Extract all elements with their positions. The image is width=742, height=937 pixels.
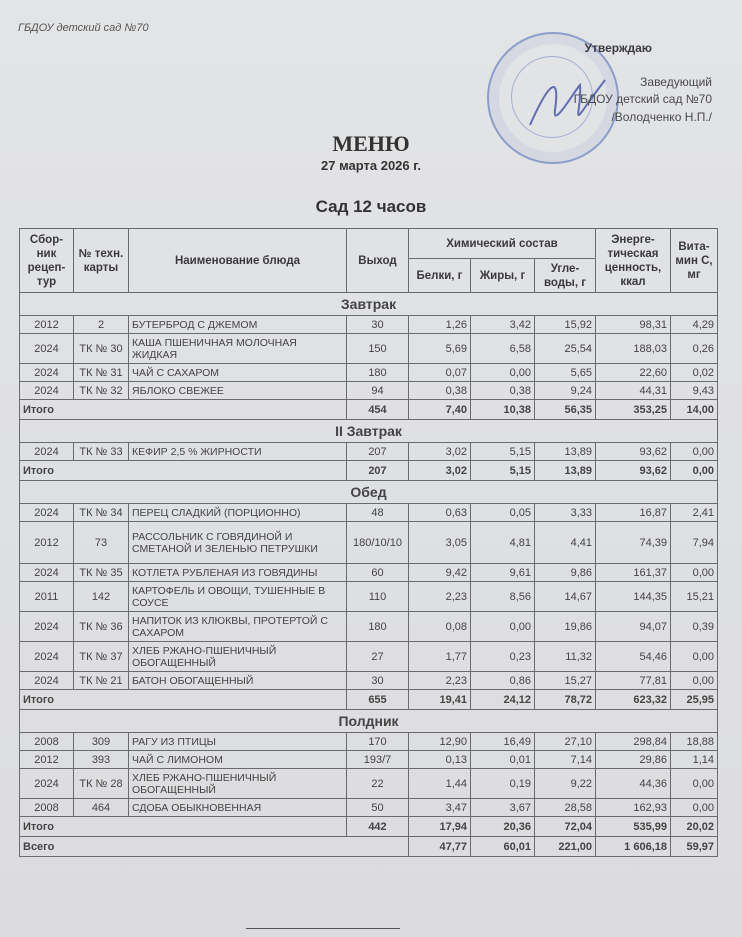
dish-name-cell: НАПИТОК ИЗ КЛЮКВЫ, ПРОТЕРТОЙ С САХАРОМ	[129, 612, 347, 642]
total-value: 14,00	[671, 400, 718, 420]
carbs-cell: 28,58	[535, 799, 596, 817]
tech-card-cell: ТК № 31	[74, 364, 129, 382]
tech-card-cell: ТК № 34	[74, 504, 129, 522]
collection-cell: 2024	[20, 443, 74, 461]
section-row	[20, 710, 718, 733]
carbs-cell: 4,41	[535, 522, 596, 564]
collection-cell: 2024	[20, 364, 74, 382]
total-row	[20, 690, 718, 710]
table-row	[20, 504, 718, 522]
dish-name-cell: БУТЕРБРОД С ДЖЕМОМ	[129, 316, 347, 334]
tech-card-cell: ТК № 21	[74, 672, 129, 690]
dish-name-cell: КАРТОФЕЛЬ И ОВОЩИ, ТУШЕННЫЕ В СОУСЕ	[129, 582, 347, 612]
vitamin-c-cell: 18,88	[671, 733, 718, 751]
collection-cell: 2011	[20, 582, 74, 612]
proteins-cell: 3,05	[409, 522, 471, 564]
approval-block	[574, 40, 712, 126]
output-cell: 180	[347, 364, 409, 382]
vitamin-c-cell: 9,43	[671, 382, 718, 400]
energy-cell: 94,07	[596, 612, 671, 642]
grand-total-value: 1 606,18	[596, 837, 671, 857]
dish-name-cell: КЕФИР 2,5 % ЖИРНОСТИ	[129, 443, 347, 461]
carbs-cell: 25,54	[535, 334, 596, 364]
tech-card-cell: 73	[74, 522, 129, 564]
energy-cell: 161,37	[596, 564, 671, 582]
output-cell: 207	[347, 443, 409, 461]
header-collection: Сбор-ник рецеп-тур	[20, 229, 74, 293]
proteins-cell: 1,77	[409, 642, 471, 672]
total-row	[20, 461, 718, 481]
total-value: 24,12	[471, 690, 535, 710]
fats-cell: 0,19	[471, 769, 535, 799]
proteins-cell: 1,44	[409, 769, 471, 799]
proteins-cell: 0,38	[409, 382, 471, 400]
fats-cell: 0,38	[471, 382, 535, 400]
grand-total-label: Всего	[20, 837, 409, 857]
vitamin-c-cell: 0,39	[671, 612, 718, 642]
signature-line	[246, 928, 400, 929]
carbs-cell: 5,65	[535, 364, 596, 382]
fats-cell: 3,42	[471, 316, 535, 334]
organization-name: ГБДОУ детский сад №70	[18, 22, 149, 34]
dish-name-cell: РАГУ ИЗ ПТИЦЫ	[129, 733, 347, 751]
total-value: 3,02	[409, 461, 471, 481]
table-row	[20, 364, 718, 382]
fats-cell: 16,49	[471, 733, 535, 751]
dish-name-cell: ХЛЕБ РЖАНО-ПШЕНИЧНЫЙ ОБОГАЩЕННЫЙ	[129, 769, 347, 799]
total-value: 78,72	[535, 690, 596, 710]
output-cell: 22	[347, 769, 409, 799]
collection-cell: 2024	[20, 334, 74, 364]
output-cell: 110	[347, 582, 409, 612]
output-cell: 193/7	[347, 751, 409, 769]
tech-card-cell: 2	[74, 316, 129, 334]
grand-total-value: 221,00	[535, 837, 596, 857]
dish-name-cell: БАТОН ОБОГАЩЕННЫЙ	[129, 672, 347, 690]
vitamin-c-cell: 0,00	[671, 799, 718, 817]
proteins-cell: 2,23	[409, 582, 471, 612]
carbs-cell: 14,67	[535, 582, 596, 612]
vitamin-c-cell: 1,14	[671, 751, 718, 769]
output-cell: 170	[347, 733, 409, 751]
fats-cell: 0,00	[471, 364, 535, 382]
energy-cell: 74,39	[596, 522, 671, 564]
total-value: 5,15	[471, 461, 535, 481]
carbs-cell: 13,89	[535, 443, 596, 461]
energy-cell: 22,60	[596, 364, 671, 382]
dish-name-cell: СДОБА ОБЫКНОВЕННАЯ	[129, 799, 347, 817]
carbs-cell: 9,86	[535, 564, 596, 582]
table-row	[20, 751, 718, 769]
output-cell: 27	[347, 642, 409, 672]
total-row	[20, 400, 718, 420]
tech-card-cell: ТК № 30	[74, 334, 129, 364]
table-row	[20, 316, 718, 334]
energy-cell: 144,35	[596, 582, 671, 612]
header-tech-card: № техн. карты	[74, 229, 129, 293]
dish-name-cell: КОТЛЕТА РУБЛЕНАЯ ИЗ ГОВЯДИНЫ	[129, 564, 347, 582]
vitamin-c-cell: 0,00	[671, 672, 718, 690]
total-row	[20, 817, 718, 837]
total-label: Итого	[20, 690, 347, 710]
dish-name-cell: ХЛЕБ РЖАНО-ПШЕНИЧНЫЙ ОБОГАЩЕННЫЙ	[129, 642, 347, 672]
collection-cell: 2012	[20, 316, 74, 334]
header-vitamin-c: Вита-мин С, мг	[671, 229, 718, 293]
energy-cell: 44,31	[596, 382, 671, 400]
total-value: 7,40	[409, 400, 471, 420]
table-row	[20, 582, 718, 612]
collection-cell: 2024	[20, 769, 74, 799]
dish-name-cell: КАША ПШЕНИЧНАЯ МОЛОЧНАЯ ЖИДКАЯ	[129, 334, 347, 364]
grand-total-value: 47,77	[409, 837, 471, 857]
total-value: 655	[347, 690, 409, 710]
carbs-cell: 3,33	[535, 504, 596, 522]
output-cell: 94	[347, 382, 409, 400]
total-value: 19,41	[409, 690, 471, 710]
output-cell: 30	[347, 316, 409, 334]
fats-cell: 8,56	[471, 582, 535, 612]
grand-total-value: 60,01	[471, 837, 535, 857]
carbs-cell: 11,32	[535, 642, 596, 672]
total-value: 20,02	[671, 817, 718, 837]
energy-cell: 77,81	[596, 672, 671, 690]
collection-cell: 2008	[20, 733, 74, 751]
total-value: 93,62	[596, 461, 671, 481]
total-value: 72,04	[535, 817, 596, 837]
vitamin-c-cell: 0,00	[671, 769, 718, 799]
proteins-cell: 0,13	[409, 751, 471, 769]
total-label: Итого	[20, 461, 347, 481]
carbs-cell: 7,14	[535, 751, 596, 769]
total-label: Итого	[20, 817, 347, 837]
collection-cell: 2024	[20, 642, 74, 672]
menu-body	[20, 293, 718, 857]
total-value: 623,32	[596, 690, 671, 710]
section-row	[20, 293, 718, 316]
collection-cell: 2008	[20, 799, 74, 817]
total-value: 442	[347, 817, 409, 837]
collection-cell: 2012	[20, 751, 74, 769]
total-value: 10,38	[471, 400, 535, 420]
fats-cell: 0,05	[471, 504, 535, 522]
carbs-cell: 19,86	[535, 612, 596, 642]
table-row	[20, 733, 718, 751]
energy-cell: 162,93	[596, 799, 671, 817]
vitamin-c-cell: 15,21	[671, 582, 718, 612]
carbs-cell: 27,10	[535, 733, 596, 751]
output-cell: 30	[347, 672, 409, 690]
table-row	[20, 612, 718, 642]
tech-card-cell: ТК № 32	[74, 382, 129, 400]
page-title: МЕНЮ	[332, 131, 410, 156]
proteins-cell: 3,02	[409, 443, 471, 461]
total-value: 0,00	[671, 461, 718, 481]
approval-heading: Утверждаю	[584, 41, 652, 55]
energy-cell: 44,36	[596, 769, 671, 799]
carbs-cell: 9,24	[535, 382, 596, 400]
fats-cell: 9,61	[471, 564, 535, 582]
grand-total-row	[20, 837, 718, 857]
vitamin-c-cell: 0,00	[671, 564, 718, 582]
energy-cell: 188,03	[596, 334, 671, 364]
vitamin-c-cell: 0,00	[671, 642, 718, 672]
header-output: Выход	[347, 229, 409, 293]
collection-cell: 2024	[20, 564, 74, 582]
menu-date: 27 марта 2026 г.	[321, 158, 421, 173]
proteins-cell: 2,23	[409, 672, 471, 690]
proteins-cell: 0,08	[409, 612, 471, 642]
collection-cell: 2024	[20, 382, 74, 400]
total-value: 56,35	[535, 400, 596, 420]
approval-signatory: /Володченко Н.П./	[611, 109, 712, 124]
output-cell: 48	[347, 504, 409, 522]
tech-card-cell: ТК № 28	[74, 769, 129, 799]
total-value: 535,99	[596, 817, 671, 837]
section-row	[20, 481, 718, 504]
tech-card-cell: ТК № 36	[74, 612, 129, 642]
fats-cell: 4,81	[471, 522, 535, 564]
table-row	[20, 522, 718, 564]
fats-cell: 0,00	[471, 612, 535, 642]
energy-cell: 98,31	[596, 316, 671, 334]
header-fats: Жиры, г	[471, 259, 535, 293]
tech-card-cell: 309	[74, 733, 129, 751]
proteins-cell: 0,07	[409, 364, 471, 382]
total-value: 25,95	[671, 690, 718, 710]
vitamin-c-cell: 7,94	[671, 522, 718, 564]
carbs-cell: 15,27	[535, 672, 596, 690]
proteins-cell: 5,69	[409, 334, 471, 364]
collection-cell: 2012	[20, 522, 74, 564]
section-row	[20, 420, 718, 443]
table-row	[20, 799, 718, 817]
header-chemical: Химический состав	[409, 229, 596, 259]
fats-cell: 6,58	[471, 334, 535, 364]
fats-cell: 5,15	[471, 443, 535, 461]
approval-institution: ГБДОУ детский сад №70	[573, 92, 712, 106]
collection-cell: 2024	[20, 672, 74, 690]
total-value: 207	[347, 461, 409, 481]
header-proteins: Белки, г	[409, 259, 471, 293]
dish-name-cell: ЯБЛОКО СВЕЖЕЕ	[129, 382, 347, 400]
proteins-cell: 12,90	[409, 733, 471, 751]
table-row	[20, 769, 718, 799]
energy-cell: 29,86	[596, 751, 671, 769]
dish-name-cell: ЧАЙ С САХАРОМ	[129, 364, 347, 382]
dish-name-cell: РАССОЛЬНИК С ГОВЯДИНОЙ И СМЕТАНОЙ И ЗЕЛЕНЬЮ ПЕТРУШКИ	[129, 522, 347, 564]
output-cell: 180	[347, 612, 409, 642]
section-title: Полдник	[20, 710, 718, 733]
total-value: 13,89	[535, 461, 596, 481]
fats-cell: 0,23	[471, 642, 535, 672]
dish-name-cell: ПЕРЕЦ СЛАДКИЙ (ПОРЦИОННО)	[129, 504, 347, 522]
proteins-cell: 0,63	[409, 504, 471, 522]
tech-card-cell: ТК № 35	[74, 564, 129, 582]
collection-cell: 2024	[20, 612, 74, 642]
vitamin-c-cell: 0,26	[671, 334, 718, 364]
table-row	[20, 642, 718, 672]
total-value: 454	[347, 400, 409, 420]
table-row	[20, 564, 718, 582]
section-title: Завтрак	[20, 293, 718, 316]
vitamin-c-cell: 0,02	[671, 364, 718, 382]
carbs-cell: 9,22	[535, 769, 596, 799]
header-dish-name: Наименование блюда	[129, 229, 347, 293]
table-row	[20, 382, 718, 400]
vitamin-c-cell: 0,00	[671, 443, 718, 461]
total-value: 17,94	[409, 817, 471, 837]
fats-cell: 0,01	[471, 751, 535, 769]
tech-card-cell: 464	[74, 799, 129, 817]
proteins-cell: 1,26	[409, 316, 471, 334]
menu-table	[19, 228, 718, 857]
energy-cell: 16,87	[596, 504, 671, 522]
total-value: 20,36	[471, 817, 535, 837]
header-carbs: Угле-воды, г	[535, 259, 596, 293]
section-title: II Завтрак	[20, 420, 718, 443]
fats-cell: 0,86	[471, 672, 535, 690]
dish-name-cell: ЧАЙ С ЛИМОНОМ	[129, 751, 347, 769]
menu-subtitle: Сад 12 часов	[315, 197, 427, 216]
output-cell: 60	[347, 564, 409, 582]
output-cell: 180/10/10	[347, 522, 409, 564]
energy-cell: 298,84	[596, 733, 671, 751]
proteins-cell: 9,42	[409, 564, 471, 582]
energy-cell: 93,62	[596, 443, 671, 461]
header-energy: Энерге-тическая ценность, ккал	[596, 229, 671, 293]
tech-card-cell: ТК № 37	[74, 642, 129, 672]
output-cell: 150	[347, 334, 409, 364]
total-value: 353,25	[596, 400, 671, 420]
tech-card-cell: 393	[74, 751, 129, 769]
table-row	[20, 334, 718, 364]
output-cell: 50	[347, 799, 409, 817]
vitamin-c-cell: 2,41	[671, 504, 718, 522]
grand-total-value: 59,97	[671, 837, 718, 857]
table-row	[20, 672, 718, 690]
approval-position: Заведующий	[640, 74, 712, 89]
collection-cell: 2024	[20, 504, 74, 522]
table-row	[20, 443, 718, 461]
total-label: Итого	[20, 400, 347, 420]
carbs-cell: 15,92	[535, 316, 596, 334]
tech-card-cell: 142	[74, 582, 129, 612]
vitamin-c-cell: 4,29	[671, 316, 718, 334]
tech-card-cell: ТК № 33	[74, 443, 129, 461]
section-title: Обед	[20, 481, 718, 504]
proteins-cell: 3,47	[409, 799, 471, 817]
energy-cell: 54,46	[596, 642, 671, 672]
fats-cell: 3,67	[471, 799, 535, 817]
